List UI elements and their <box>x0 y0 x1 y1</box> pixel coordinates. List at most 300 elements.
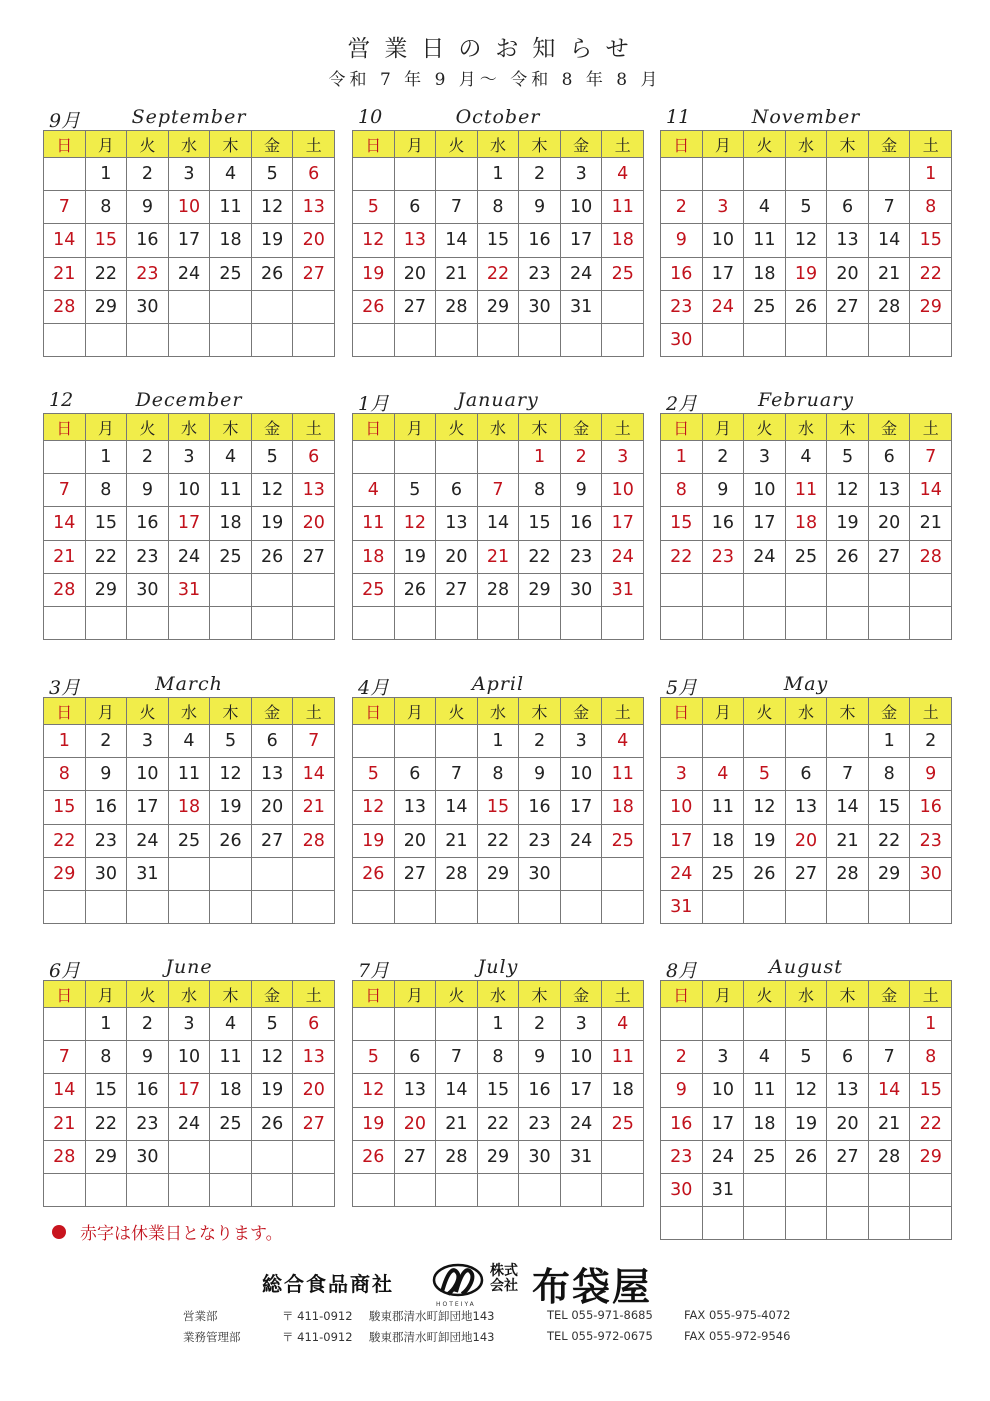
day-cell: 2 <box>661 191 703 224</box>
empty-cell <box>478 607 520 640</box>
day-cell: 30 <box>661 1174 703 1207</box>
empty-cell <box>744 725 786 758</box>
weekday-header: 木 <box>827 414 869 441</box>
day-cell: 9 <box>127 1041 169 1074</box>
empty-cell <box>353 891 395 924</box>
weekday-header: 月 <box>395 981 437 1008</box>
day-cell: 17 <box>561 791 603 824</box>
month-header <box>43 104 335 130</box>
day-cell: 29 <box>869 858 911 891</box>
day-cell: 26 <box>210 825 252 858</box>
day-cell: 5 <box>786 191 828 224</box>
day-cell: 3 <box>561 725 603 758</box>
day-cell: 23 <box>127 1108 169 1141</box>
empty-cell <box>436 607 478 640</box>
day-cell: 25 <box>210 541 252 574</box>
weekday-header: 日 <box>661 981 703 1008</box>
day-cell: 13 <box>395 224 437 257</box>
day-cell: 13 <box>293 1041 335 1074</box>
page-subtitle: 令和 7 年 9 月～ 令和 8 年 8 月 <box>328 70 662 90</box>
day-cell: 13 <box>293 191 335 224</box>
day-cell: 17 <box>169 1074 211 1107</box>
month-header <box>660 104 952 130</box>
day-cell: 13 <box>869 474 911 507</box>
day-cell: 25 <box>602 1108 644 1141</box>
weekday-header: 火 <box>127 414 169 441</box>
day-cell: 26 <box>353 858 395 891</box>
day-cell: 3 <box>703 1041 745 1074</box>
day-cell: 15 <box>86 1074 128 1107</box>
day-cell: 4 <box>210 1008 252 1041</box>
office-tel: TEL 055-972-0675 <box>547 1329 653 1343</box>
day-cell: 23 <box>661 1141 703 1174</box>
day-cell: 21 <box>436 1108 478 1141</box>
empty-cell <box>869 324 911 357</box>
month-name: August <box>769 956 843 978</box>
weekday-header: 火 <box>744 131 786 158</box>
empty-cell <box>602 1174 644 1207</box>
day-cell: 15 <box>869 791 911 824</box>
day-cell: 9 <box>86 758 128 791</box>
day-cell: 18 <box>210 507 252 540</box>
day-cell: 30 <box>910 858 952 891</box>
day-cell: 6 <box>827 191 869 224</box>
day-cell: 24 <box>661 858 703 891</box>
day-cell: 7 <box>478 474 520 507</box>
day-cell: 22 <box>519 541 561 574</box>
weekday-header: 金 <box>252 698 294 725</box>
day-cell: 4 <box>210 158 252 191</box>
weekday-header: 火 <box>127 698 169 725</box>
empty-cell <box>744 891 786 924</box>
month-grid <box>352 980 644 1207</box>
day-cell: 5 <box>786 1041 828 1074</box>
weekday-header: 日 <box>661 131 703 158</box>
day-cell: 5 <box>210 725 252 758</box>
empty-cell <box>252 1141 294 1174</box>
weekday-header: 日 <box>353 414 395 441</box>
month-name: June <box>165 956 213 978</box>
empty-cell <box>395 891 437 924</box>
empty-cell <box>210 1174 252 1207</box>
day-cell: 23 <box>561 541 603 574</box>
empty-cell <box>786 1008 828 1041</box>
day-cell: 11 <box>602 758 644 791</box>
day-cell: 19 <box>786 258 828 291</box>
weekday-header: 水 <box>786 981 828 1008</box>
office-address: 駿東郡清水町卸団地143 <box>369 1330 495 1344</box>
empty-cell <box>169 324 211 357</box>
weekday-header: 日 <box>353 698 395 725</box>
day-cell: 12 <box>827 474 869 507</box>
empty-cell <box>44 1174 86 1207</box>
weekday-header: 月 <box>703 981 745 1008</box>
empty-cell <box>44 324 86 357</box>
day-cell: 25 <box>744 1141 786 1174</box>
day-cell: 19 <box>210 791 252 824</box>
day-cell: 4 <box>169 725 211 758</box>
month-number: 4月 <box>358 677 390 699</box>
day-cell: 24 <box>169 541 211 574</box>
day-cell: 2 <box>127 158 169 191</box>
day-cell: 29 <box>86 1141 128 1174</box>
day-cell: 19 <box>353 1108 395 1141</box>
day-cell: 20 <box>395 1108 437 1141</box>
month-header <box>660 387 952 413</box>
day-cell: 23 <box>127 541 169 574</box>
weekday-header: 金 <box>869 131 911 158</box>
day-cell: 8 <box>661 474 703 507</box>
weekday-header: 火 <box>744 981 786 1008</box>
day-cell: 24 <box>561 258 603 291</box>
month-name: December <box>135 389 243 411</box>
day-cell: 26 <box>395 574 437 607</box>
day-cell: 23 <box>86 825 128 858</box>
day-cell: 6 <box>293 158 335 191</box>
day-cell: 14 <box>478 507 520 540</box>
empty-cell <box>910 891 952 924</box>
day-cell: 20 <box>395 258 437 291</box>
month-grid <box>660 413 952 640</box>
empty-cell <box>602 858 644 891</box>
empty-cell <box>86 891 128 924</box>
month-calendar <box>660 387 952 640</box>
empty-cell <box>602 607 644 640</box>
empty-cell <box>436 324 478 357</box>
empty-cell <box>703 574 745 607</box>
empty-cell <box>661 725 703 758</box>
day-cell: 16 <box>86 791 128 824</box>
day-cell: 14 <box>910 474 952 507</box>
day-cell: 2 <box>86 725 128 758</box>
day-cell: 10 <box>127 758 169 791</box>
month-name: September <box>131 106 247 128</box>
empty-cell <box>436 441 478 474</box>
day-cell: 10 <box>703 224 745 257</box>
weekday-header: 火 <box>436 414 478 441</box>
day-cell: 1 <box>86 158 128 191</box>
day-cell: 29 <box>478 1141 520 1174</box>
office-address: 駿東郡清水町卸団地143 <box>369 1309 495 1323</box>
day-cell: 22 <box>478 1108 520 1141</box>
day-cell: 9 <box>661 1074 703 1107</box>
empty-cell <box>210 891 252 924</box>
day-cell: 20 <box>395 825 437 858</box>
empty-cell <box>353 725 395 758</box>
month-grid <box>352 697 644 924</box>
weekday-header: 金 <box>869 698 911 725</box>
office-fax: FAX 055-975-4072 <box>684 1308 791 1322</box>
empty-cell <box>561 324 603 357</box>
day-cell: 22 <box>661 541 703 574</box>
empty-cell <box>395 441 437 474</box>
holiday-note-text: 赤字は休業日となります。 <box>80 1224 283 1244</box>
weekday-header: 水 <box>169 131 211 158</box>
office-postal: 〒 411-0912 <box>282 1309 353 1323</box>
weekday-header: 水 <box>786 414 828 441</box>
day-cell: 26 <box>252 1108 294 1141</box>
day-cell: 6 <box>252 725 294 758</box>
empty-cell <box>703 607 745 640</box>
holiday-note <box>52 1219 283 1244</box>
day-cell: 18 <box>602 1074 644 1107</box>
office-postal: 〒 411-0912 <box>282 1330 353 1344</box>
empty-cell <box>744 607 786 640</box>
month-number: 5月 <box>666 677 698 699</box>
day-cell: 30 <box>86 858 128 891</box>
weekday-header: 木 <box>827 698 869 725</box>
day-cell: 1 <box>910 158 952 191</box>
weekday-header: 金 <box>869 414 911 441</box>
day-cell: 7 <box>869 191 911 224</box>
day-cell: 1 <box>478 158 520 191</box>
day-cell: 12 <box>353 791 395 824</box>
day-cell: 31 <box>127 858 169 891</box>
day-cell: 28 <box>293 825 335 858</box>
day-cell: 18 <box>210 224 252 257</box>
day-cell: 16 <box>127 507 169 540</box>
day-cell: 17 <box>127 791 169 824</box>
month-calendar <box>352 104 644 357</box>
day-cell: 26 <box>252 258 294 291</box>
empty-cell <box>827 891 869 924</box>
day-cell: 7 <box>44 191 86 224</box>
weekday-header: 金 <box>561 698 603 725</box>
day-cell: 16 <box>661 1108 703 1141</box>
day-cell: 4 <box>744 191 786 224</box>
day-cell: 6 <box>436 474 478 507</box>
empty-cell <box>252 1174 294 1207</box>
day-cell: 11 <box>602 191 644 224</box>
empty-cell <box>169 858 211 891</box>
day-cell: 28 <box>869 291 911 324</box>
day-cell: 13 <box>436 507 478 540</box>
empty-cell <box>703 1008 745 1041</box>
office-fax: FAX 055-972-9546 <box>684 1329 791 1343</box>
day-cell: 21 <box>436 258 478 291</box>
day-cell: 14 <box>869 224 911 257</box>
day-cell: 27 <box>293 1108 335 1141</box>
day-cell: 18 <box>169 791 211 824</box>
month-number: 6月 <box>49 960 81 982</box>
day-cell: 29 <box>478 291 520 324</box>
empty-cell <box>869 607 911 640</box>
day-cell: 27 <box>395 291 437 324</box>
day-cell: 12 <box>252 1041 294 1074</box>
day-cell: 23 <box>519 1108 561 1141</box>
empty-cell <box>44 1008 86 1041</box>
empty-cell <box>436 158 478 191</box>
empty-cell <box>127 891 169 924</box>
day-cell: 7 <box>436 758 478 791</box>
day-cell: 7 <box>827 758 869 791</box>
day-cell: 2 <box>127 441 169 474</box>
weekday-header: 火 <box>436 981 478 1008</box>
weekday-header: 火 <box>436 131 478 158</box>
day-cell: 21 <box>910 507 952 540</box>
red-dot-icon <box>52 1225 66 1239</box>
day-cell: 13 <box>827 224 869 257</box>
day-cell: 26 <box>353 291 395 324</box>
day-cell: 5 <box>395 474 437 507</box>
day-cell: 9 <box>561 474 603 507</box>
day-cell: 5 <box>252 1008 294 1041</box>
day-cell: 20 <box>293 1074 335 1107</box>
day-cell: 7 <box>44 1041 86 1074</box>
weekday-header: 水 <box>169 698 211 725</box>
day-cell: 2 <box>519 158 561 191</box>
company-logo-text: HOTEIYA <box>436 1301 476 1308</box>
day-cell: 11 <box>210 474 252 507</box>
day-cell: 15 <box>478 224 520 257</box>
weekday-header: 日 <box>44 131 86 158</box>
day-cell: 30 <box>561 574 603 607</box>
day-cell: 25 <box>169 825 211 858</box>
day-cell: 5 <box>353 758 395 791</box>
day-cell: 11 <box>353 507 395 540</box>
day-cell: 4 <box>703 758 745 791</box>
day-cell: 9 <box>127 191 169 224</box>
day-cell: 6 <box>395 758 437 791</box>
day-cell: 30 <box>519 1141 561 1174</box>
day-cell: 3 <box>561 158 603 191</box>
day-cell: 11 <box>169 758 211 791</box>
weekday-header: 木 <box>519 131 561 158</box>
day-cell: 27 <box>869 541 911 574</box>
day-cell: 28 <box>436 1141 478 1174</box>
empty-cell <box>602 324 644 357</box>
empty-cell <box>252 891 294 924</box>
day-cell: 4 <box>602 1008 644 1041</box>
day-cell: 24 <box>127 825 169 858</box>
weekday-header: 水 <box>786 698 828 725</box>
empty-cell <box>127 324 169 357</box>
empty-cell <box>869 1207 911 1240</box>
day-cell: 24 <box>169 1108 211 1141</box>
weekday-header: 土 <box>602 981 644 1008</box>
empty-cell <box>744 574 786 607</box>
day-cell: 26 <box>827 541 869 574</box>
day-cell: 9 <box>519 1041 561 1074</box>
day-cell: 18 <box>786 507 828 540</box>
month-calendar <box>660 954 952 1240</box>
empty-cell <box>869 158 911 191</box>
day-cell: 23 <box>703 541 745 574</box>
day-cell: 3 <box>602 441 644 474</box>
month-grid <box>352 130 644 357</box>
day-cell: 15 <box>661 507 703 540</box>
month-header <box>352 104 644 130</box>
day-cell: 6 <box>293 441 335 474</box>
weekday-header: 土 <box>293 698 335 725</box>
empty-cell <box>44 158 86 191</box>
day-cell: 3 <box>169 1008 211 1041</box>
month-header <box>43 671 335 697</box>
weekday-header: 月 <box>86 981 128 1008</box>
month-number: 12 <box>49 389 74 411</box>
day-cell: 13 <box>252 758 294 791</box>
day-cell: 14 <box>869 1074 911 1107</box>
weekday-header: 日 <box>661 698 703 725</box>
empty-cell <box>252 607 294 640</box>
empty-cell <box>786 158 828 191</box>
empty-cell <box>869 574 911 607</box>
month-header <box>660 954 952 980</box>
day-cell: 28 <box>436 291 478 324</box>
day-cell: 19 <box>744 825 786 858</box>
weekday-header: 日 <box>44 981 86 1008</box>
weekday-header: 水 <box>169 981 211 1008</box>
empty-cell <box>703 1207 745 1240</box>
day-cell: 1 <box>661 441 703 474</box>
day-cell: 28 <box>478 574 520 607</box>
day-cell: 5 <box>827 441 869 474</box>
month-number: 3月 <box>49 677 81 699</box>
day-cell: 9 <box>910 758 952 791</box>
weekday-header: 金 <box>561 414 603 441</box>
day-cell: 11 <box>744 1074 786 1107</box>
month-header <box>352 671 644 697</box>
day-cell: 30 <box>519 291 561 324</box>
month-name: May <box>783 673 829 695</box>
day-cell: 16 <box>910 791 952 824</box>
day-cell: 19 <box>395 541 437 574</box>
day-cell: 15 <box>478 791 520 824</box>
weekday-header: 金 <box>252 981 294 1008</box>
empty-cell <box>827 574 869 607</box>
day-cell: 16 <box>703 507 745 540</box>
day-cell: 4 <box>210 441 252 474</box>
day-cell: 10 <box>602 474 644 507</box>
empty-cell <box>210 324 252 357</box>
day-cell: 20 <box>786 825 828 858</box>
day-cell: 20 <box>252 791 294 824</box>
day-cell: 28 <box>44 574 86 607</box>
day-cell: 28 <box>827 858 869 891</box>
empty-cell <box>744 1174 786 1207</box>
empty-cell <box>602 1141 644 1174</box>
month-header <box>43 954 335 980</box>
empty-cell <box>519 324 561 357</box>
day-cell: 17 <box>661 825 703 858</box>
day-cell: 7 <box>436 191 478 224</box>
day-cell: 4 <box>786 441 828 474</box>
day-cell: 8 <box>910 191 952 224</box>
month-calendar <box>352 387 644 640</box>
day-cell: 31 <box>561 291 603 324</box>
day-cell: 27 <box>827 1141 869 1174</box>
day-cell: 23 <box>127 258 169 291</box>
day-cell: 7 <box>869 1041 911 1074</box>
month-calendar <box>352 954 644 1207</box>
empty-cell <box>827 1008 869 1041</box>
empty-cell <box>661 574 703 607</box>
office-dept: 業務管理部 <box>183 1330 241 1344</box>
day-cell: 17 <box>703 258 745 291</box>
day-cell: 14 <box>44 224 86 257</box>
day-cell: 8 <box>86 191 128 224</box>
empty-cell <box>827 1174 869 1207</box>
day-cell: 21 <box>869 1108 911 1141</box>
empty-cell <box>436 1008 478 1041</box>
day-cell: 17 <box>169 507 211 540</box>
empty-cell <box>561 891 603 924</box>
day-cell: 18 <box>744 258 786 291</box>
empty-cell <box>602 891 644 924</box>
day-cell: 25 <box>353 574 395 607</box>
day-cell: 17 <box>561 224 603 257</box>
day-cell: 19 <box>353 825 395 858</box>
